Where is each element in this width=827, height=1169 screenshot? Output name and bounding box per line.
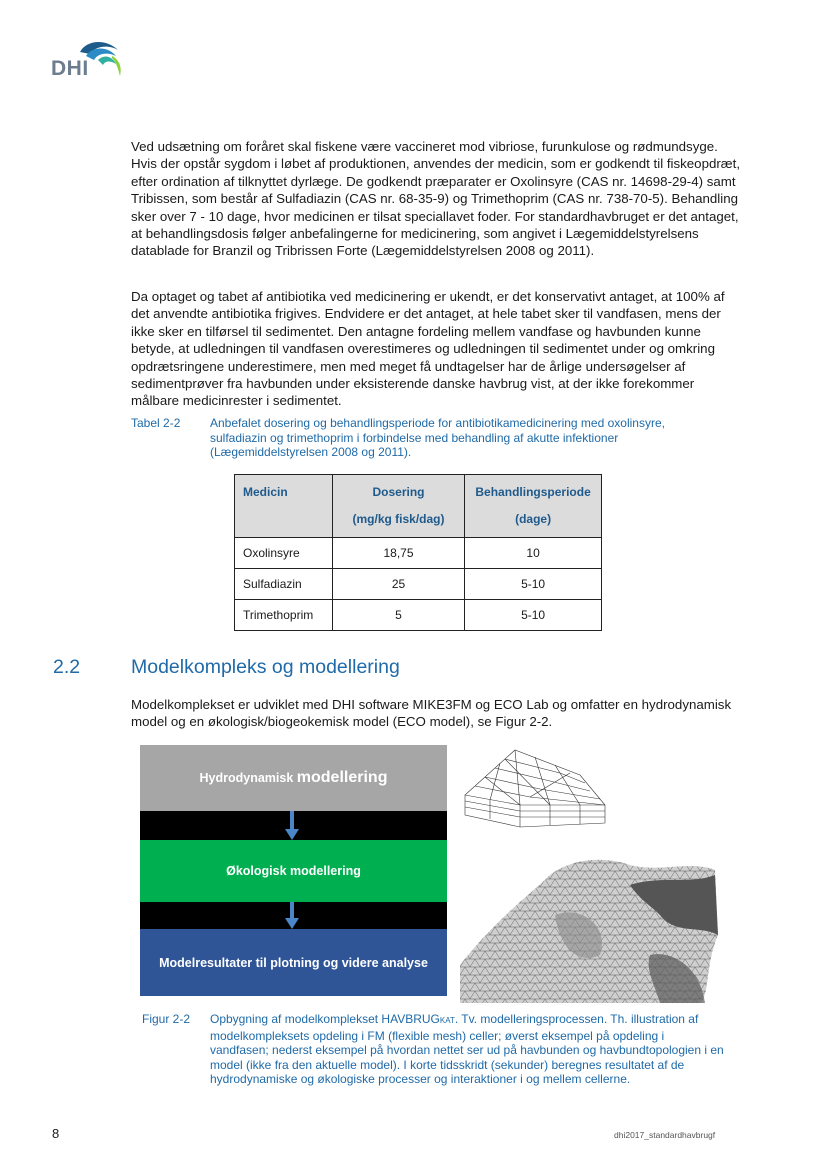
figure-caption-text-b: . Tv. modelleringsprocessen. Th. illustration af modelkompleksets opdeling i FM (flexible mesh) celler; øverst eksempel på opdeling i vandfasen; nederst eksempel på hvordan nettet ser ud på havbunden og havbundtopologien i en model (ikke fra den aktuelle model). I korte tidsskridt (sekunder) beregnes resultatet af de hydrodynamiske og økologiske processer og interaktioner i og mellem cellerne. (210, 1012, 724, 1086)
box-results: Modelresultater til plotning og videre analyse (140, 929, 447, 996)
header-dosering-unit: (mg/kg fisk/dag) (352, 512, 445, 526)
table-row (235, 538, 602, 569)
header-dosering (332, 475, 464, 538)
cell-periode: 5-10 (465, 569, 602, 600)
paragraph-antibiotics: Da optaget og tabet af antibiotika ved medicinering er ukendt, er det konservativt antaget, at 100% af det anvendte antibiotika frigives. Endvidere er det antaget, at hele tabet sker til vandfasen, mens der ikke sker en tilførsel til sedimentet. Den antagne fordeling mellem vandfase og havbunden kunne betyde, at udledningen til vandfasen overestimeres og udledningen til sedimentet under og omkring opdrætsringene underestimere, men med meget få undtagelser har de årlige undersøgelser af sedimentprøver fra havbunden under eksisterende danske havbrug vist, at der ikke forekommer målbare medicinrester i sedimentet. (131, 289, 725, 409)
header-medicin (235, 475, 333, 538)
cell-dosering: 5 (332, 600, 464, 631)
box-hydrodynamic (140, 745, 447, 811)
table-caption-text: Anbefalet dosering og behandlingsperiode for antibiotikamedicinering med oxolinsyre, sulfadiazin og trimethoprim i forbindelse med behandling af akutte infektioner (Lægemiddelstyrelsen 2008 og 2011). (210, 416, 665, 459)
header-periode-unit: (dage) (515, 512, 552, 526)
seabed-mesh-icon (460, 855, 720, 1005)
figure-caption-subscript: KAT (439, 1016, 455, 1025)
header-periode-title: Behandlingsperiode (475, 485, 591, 499)
figure-caption-text-a: Opbygning af modelkomplekset HAVBRUG (210, 1012, 440, 1026)
box-hydrodynamic-prefix: Hydrodynamisk (199, 771, 294, 785)
arrow-down-icon (284, 902, 300, 930)
box-hydrodynamic-main: modellering (296, 769, 388, 786)
cell-periode: 10 (465, 538, 602, 569)
dosage-table (234, 474, 602, 631)
cell-medicin: Sulfadiazin (235, 569, 333, 600)
table-row (235, 569, 602, 600)
figure-caption-text (210, 1012, 725, 1087)
section-paragraph: Modelkomplekset er udviklet med DHI software MIKE3FM og ECO Lab og omfatter en hydrodynamisk model og en økologisk/biogeokemisk model (ECO model), se Figur 2-2. (131, 697, 732, 730)
section-number: 2.2 (53, 656, 81, 678)
cell-medicin: Trimethoprim (235, 600, 333, 631)
box-ecological: Økologisk modellering (140, 840, 447, 902)
table-header-row (235, 475, 602, 538)
table-caption-label: Tabel 2-2 (131, 416, 181, 430)
header-behandlingsperiode (465, 475, 602, 538)
figure-caption-label: Figur 2-2 (142, 1012, 191, 1026)
mesh-3d-icon (460, 745, 610, 830)
cell-dosering: 25 (332, 569, 464, 600)
paragraph-vaccination: Ved udsætning om foråret skal fiskene være vaccineret mod vibriose, furunkulose og rødmundsyge. Hvis der opstår sygdom i løbet af produktionen, anvendes der medicin, som er godkendt til fiskeopdræt, efter ordination af tilknyttet dyrlæge. De godkendt præparater er Oxolinsyre (CAS nr. 14698-29-4) samt Tribissen, som består af Sulfadiazin (CAS nr. 68-35-9) og Trimethoprim (CAS nr. 738-70-5). Behandling sker over 7 - 10 dage, hvor medicinen er tilsat speciallavet foder. For standardhavbruget er det antaget, at behandlingsdosis følger anbefalingerne for medicinering, som angivet i Lægemiddelstyrelsens datablade for Branzil og Tribrissen Forte (Lægemiddelstyrelsen 2008 og 2011). (131, 139, 741, 259)
logo-text: DHI (51, 57, 89, 80)
header-medicin-title: Medicin (243, 485, 288, 499)
section-title: Modelkompleks og modellering (131, 656, 400, 678)
cell-dosering: 18,75 (332, 538, 464, 569)
cell-medicin: Oxolinsyre (235, 538, 333, 569)
page-number: 8 (52, 1126, 60, 1141)
footer-filename: dhi2017_standardhavbrugf (614, 1130, 716, 1140)
arrow-down-icon (284, 811, 300, 841)
header-dosering-title: Dosering (372, 485, 425, 499)
table-row (235, 600, 602, 631)
cell-periode: 5-10 (465, 600, 602, 631)
